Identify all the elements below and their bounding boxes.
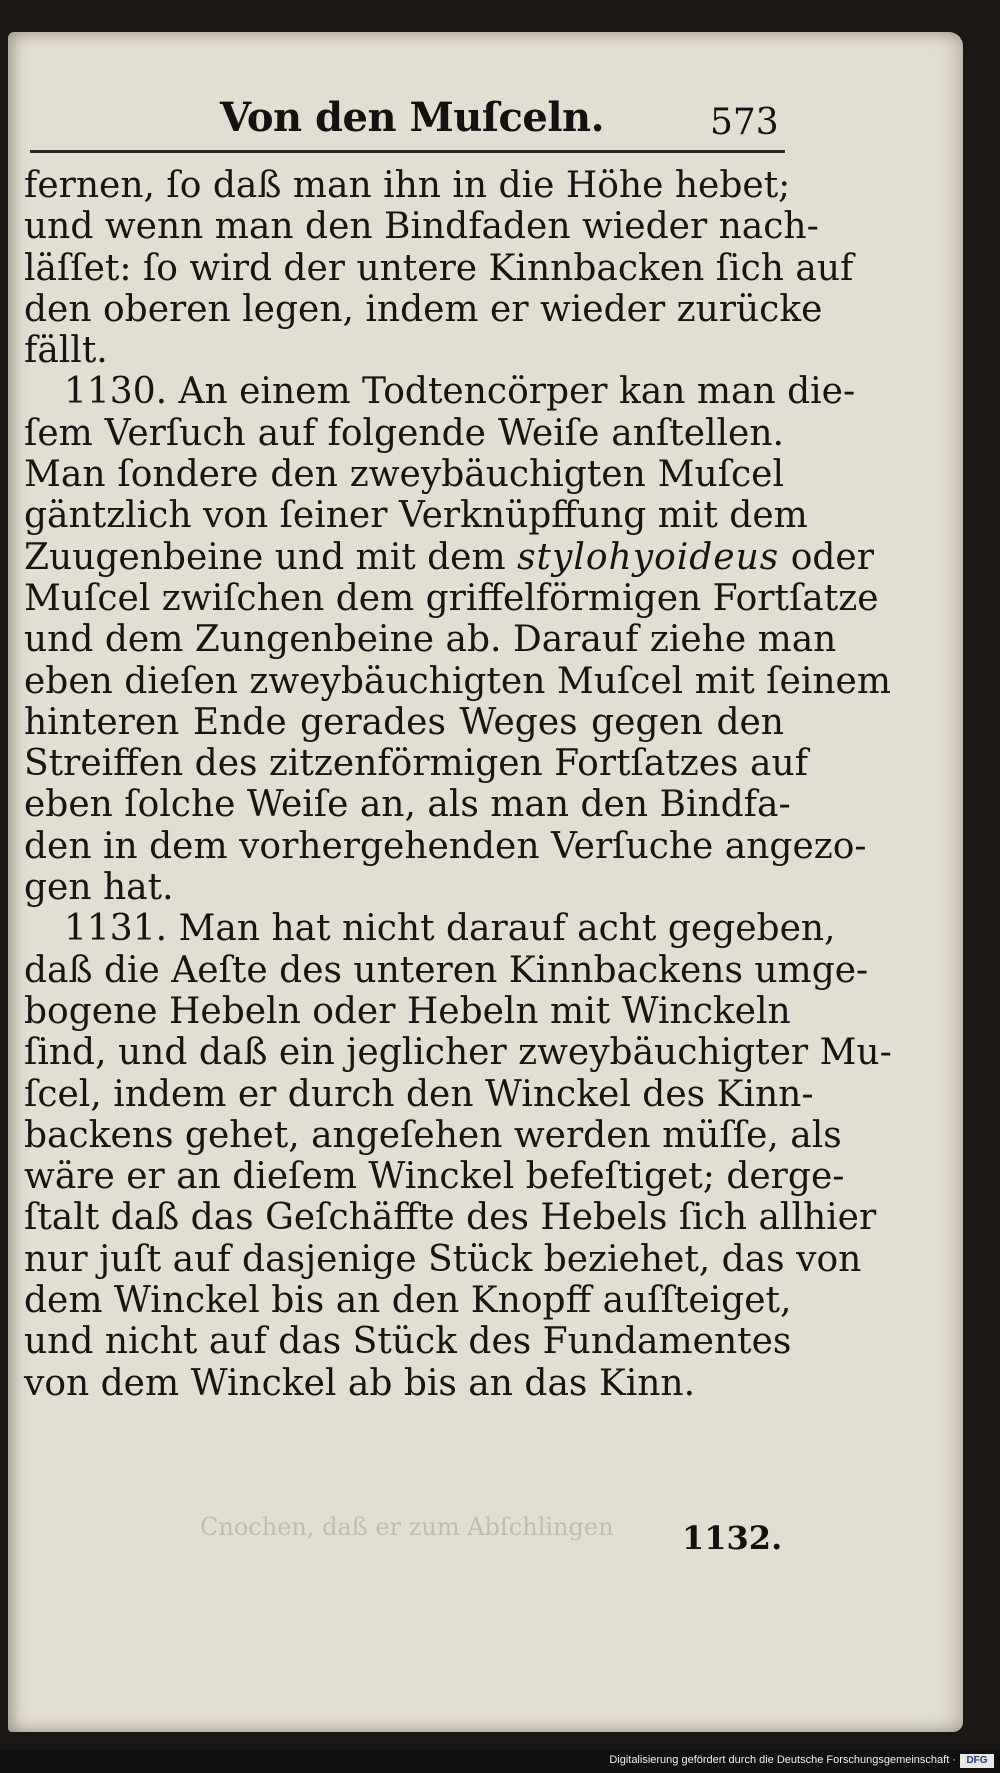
- text-line: den in dem vorhergehenden Verſuche angezo-: [24, 825, 867, 867]
- header-rule: [30, 150, 785, 153]
- text-line: den oberen legen, indem er wieder zurücke: [24, 288, 823, 330]
- show-through-text: Cnochen, daß er zum Abſchlingen: [200, 1513, 614, 1541]
- paragraph-1130-start: 1130. An einem Todtencörper kan man die-: [64, 371, 856, 413]
- text-line: von dem Winckel ab bis an das Kinn.: [24, 1362, 696, 1404]
- text-line: hinteren Ende gerades Weges gegen den: [24, 701, 784, 743]
- text-line: Streiffen des zitzenförmigen Fortſatzes auf: [24, 743, 808, 785]
- text-segment: Zuugenbeine und mit dem: [24, 536, 518, 578]
- text-line: eben ſolche Weiſe an, als man den Bindfa-: [24, 784, 791, 826]
- credit-bar: [0, 1750, 1000, 1773]
- text-line: läſſet: ſo wird der untere Kinnbacken ſich auf: [24, 247, 854, 289]
- text-line: und nicht auf das Stück des Fundamentes: [24, 1321, 792, 1363]
- text-line: dem Winckel bis an den Knopff auſſteiget,: [24, 1280, 792, 1322]
- text-line: gen hat.: [24, 867, 174, 909]
- text-line: fernen, ſo daß man ihn in die Höhe hebet;: [24, 165, 791, 206]
- text-line: nur juſt auf dasjenige Stück beziehet, das von: [24, 1238, 862, 1280]
- latin-term: stylohyoideus: [517, 536, 780, 578]
- text-line: ſcel, indem er durch den Winckel des Kinn-: [24, 1073, 814, 1115]
- running-header: [30, 72, 785, 152]
- page-footer: [20, 1513, 783, 1573]
- text-line: fällt.: [24, 330, 108, 372]
- text-segment: oder: [779, 536, 874, 578]
- text-line-latin: [24, 536, 874, 578]
- running-title: Von den Muſceln.: [220, 94, 605, 141]
- text-line: ſem Verſuch auf folgende Weiſe anſtellen.: [24, 412, 784, 454]
- text-line: Muſcel zwiſchen dem griffelförmigen Fortſatze: [24, 577, 879, 619]
- text-line: eben dieſen zweybäuchigten Muſcel mit ſeinem: [24, 660, 891, 702]
- text-line: backens gehet, angeſehen werden müſſe, als: [24, 1114, 842, 1156]
- text-line: gäntzlich von ſeiner Verknüpffung mit dem: [24, 495, 808, 537]
- text-line: und dem Zungenbeine ab. Darauf ziehe man: [24, 619, 837, 661]
- text-line: ſtalt daß das Geſchäffte des Hebels ſich allhier: [24, 1197, 877, 1239]
- dfg-logo-icon: DFG: [960, 1754, 994, 1768]
- digitization-credit: Digitalisierung gefördert durch die Deutsche Forschungsgemeinschaft ·: [609, 1754, 956, 1766]
- text-line: daß die Aeſte des unteren Kinnbackens umge-: [24, 949, 869, 991]
- body-text: [24, 165, 892, 1404]
- text-line: und wenn man den Bindfaden wieder nach-: [24, 206, 819, 248]
- text-line: ſind, und daß ein jeglicher zweybäuchigter Mu-: [24, 1032, 892, 1074]
- page-number: 573: [710, 102, 779, 143]
- text-line: wäre er an dieſem Winckel befeſtiget; derge-: [24, 1156, 845, 1198]
- text-line: Man ſondere den zweybäuchigten Muſcel: [24, 454, 784, 496]
- text-line: bogene Hebeln oder Hebeln mit Winckeln: [24, 990, 791, 1032]
- paragraph-1131-start: 1131. Man hat nicht darauf acht gegeben,: [64, 908, 836, 950]
- catchword: 1132.: [682, 1519, 783, 1557]
